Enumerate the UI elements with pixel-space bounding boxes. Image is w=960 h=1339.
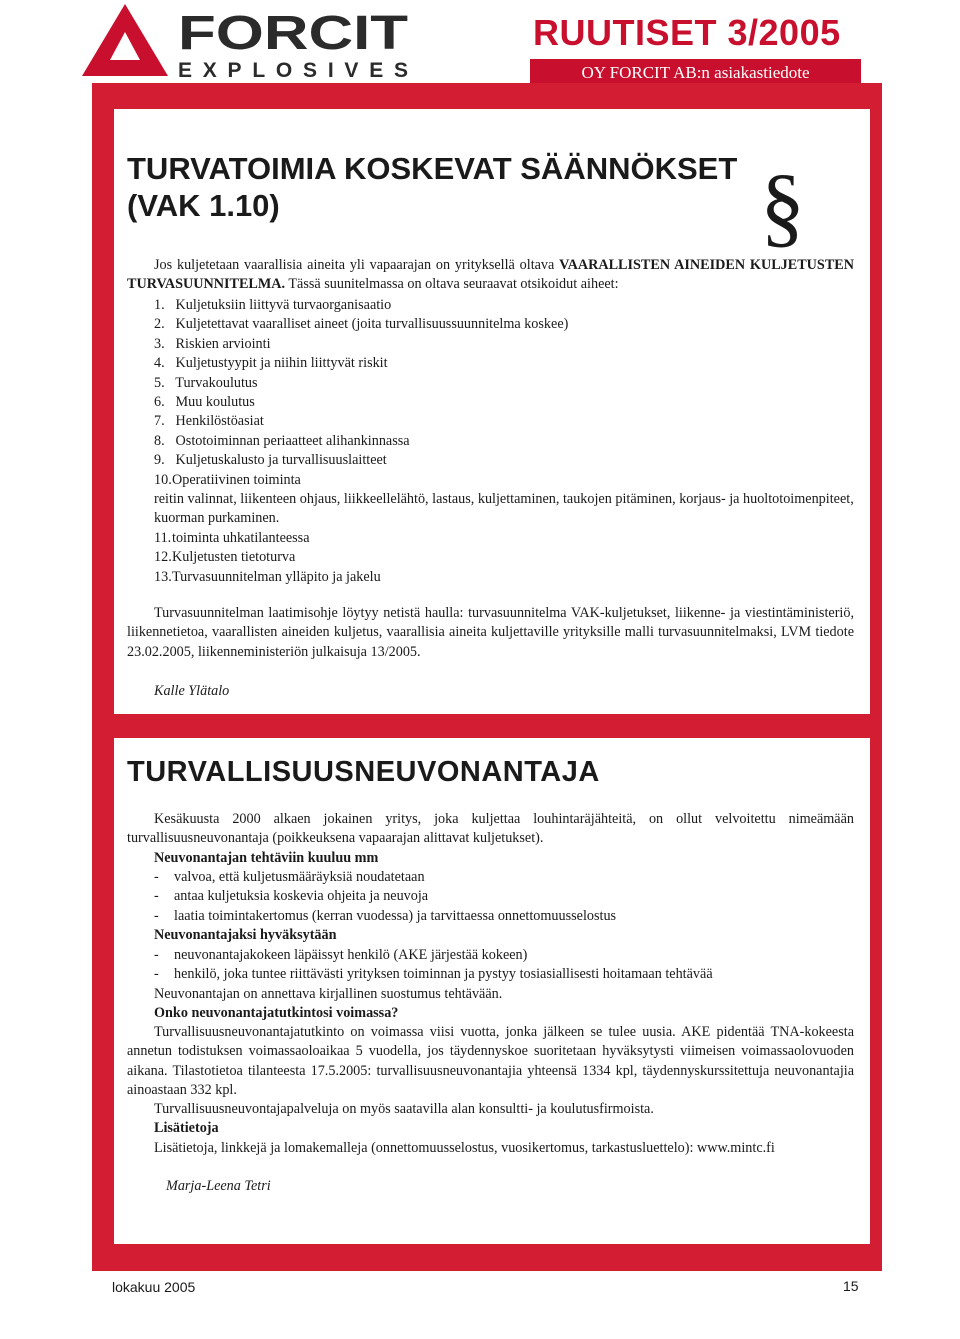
list-item: 1. Kuljetuksiin liittyvä turvaorganisaatio (154, 297, 392, 313)
list-item: 4. Kuljetustyypit ja niihin liittyvät riskit (154, 355, 388, 372)
list-item: 13.Turvasuunnitelman ylläpito ja jakelu (154, 568, 381, 585)
issue-subtitle: OY FORCIT AB:n asiakastiedote (530, 59, 861, 87)
list-item: 9. Kuljetuskalusto ja turvallisuuslaitteet (154, 452, 387, 469)
section1-title (127, 150, 747, 224)
list-item: 7. Henkilöstöasiat (154, 413, 264, 430)
info-paragraph: Lisätietoja, linkkejä ja lomakemalleja (onnettomuusselostus, vuosikertomus, tarkastusluettelo): www.mintc.fi (154, 1140, 775, 1156)
list-item: - antaa kuljetuksia koskevia ohjeita ja neuvoja (154, 888, 429, 905)
section1-title-line2: (VAK 1.10) (127, 188, 280, 223)
section2-title: TURVALLISUUSNEUVONANTAJA (127, 756, 600, 788)
signature-2: Marja-Leena Tetri (166, 1178, 271, 1194)
qualification-note: Neuvonantajan on annettava kirjallinen suostumus tehtävään. (154, 986, 503, 1002)
section1-title-line1: TURVATOIMIA KOSKEVAT SÄÄNNÖKSET (127, 151, 738, 186)
list-item: 10.Operatiivinen toiminta (154, 471, 301, 488)
section2-intro: Kesäkuusta 2000 alkaen jokainen yritys, joka kuljettaa louhintaräjähteitä, on ollut velvoitettu nimeämään turvallisuusneuvonantaja (poikkeuksena vapaarajan alittavat kuljetukset). (127, 811, 854, 847)
footer-date: lokakuu 2005 (112, 1279, 196, 1295)
brand-name: FORCIT (178, 7, 408, 60)
forcit-logo (80, 2, 420, 82)
list-item: - henkilö, joka tuntee riittävästi yrityksen toiminnan ja pystyy tosiasiallisesti hoitamaan tehtävää (154, 966, 713, 983)
page-number: 15 (843, 1278, 859, 1294)
info-heading: Lisätietoja (154, 1120, 219, 1136)
section1-intro (127, 256, 854, 295)
qualifications-list (154, 946, 854, 985)
list-item: 3. Riskien arviointi (154, 335, 271, 352)
intro-text-b: Tässä suunitelmassa on oltava seuraavat otsikoidut aiheet: (285, 276, 619, 293)
list-item: 8. Ostotoiminnan periaatteet alihankinnassa (154, 432, 410, 449)
list-item: - neuvonantajakokeen läpäissyt henkilö (AKE järjestää kokeen) (154, 947, 528, 963)
services-paragraph: Turvallisuusneuvontajapalveluja on myös saatavilla alan konsultti- ja koulutusfirmoista. (154, 1101, 654, 1117)
list-item: - laatia toimintakertomus (kerran vuodessa) ja tarvittaessa onnettomuusselostus (154, 907, 617, 924)
issue-title: RUUTISET 3/2005 (533, 12, 841, 53)
list-item: - valvoa, että kuljetusmääräyksiä noudatetaan (154, 869, 425, 885)
validity-paragraph: Turvallisuusneuvonantajatutkinto on voimassa viisi vuotta, jonka jälkeen se tulee uusia. AKE pidentää TNA-kokeesta annetun todistuksen voimassaoloaikaa 5 vuodella, jos täydennyskoe suoritetaan hyväksytysti viimeisen voimassaolovuoden aikana. Tilastotietoa tilanteesta 17.5.2005: turvallisuusneuvonantajia yhteensä 1334 kpl, täydennyskurssitettuja neuvonantajia ainoastaan 332 kpl. (127, 1024, 854, 1099)
intro-bold: VAARALLISTEN AINEIDEN KULJETUSTEN TURVASUUNNITELMA. (127, 257, 854, 293)
list-item: 5. Turvakoulutus (154, 374, 258, 391)
brand-sub: EXPLOSIVES (178, 59, 408, 82)
duties-heading: Neuvonantajan tehtäviin kuuluu mm (154, 850, 379, 866)
list-item: 11.toiminta uhkatilanteessa (154, 529, 310, 546)
signature-1: Kalle Ylätalo (154, 683, 230, 699)
list-item-detail: reitin valinnat, liikenteen ohjaus, liikkeellelähtö, lastaus, kuljettaminen, taukojen pitäminen, korjaus- ja huoltotoimenpiteet, kuorman purkaminen. (154, 491, 854, 527)
intro-text-a: Jos kuljetetaan vaarallisia aineita yli vapaarajan on yrityksellä oltava (154, 257, 560, 273)
duties-list (154, 868, 854, 926)
section-sign-icon: § (760, 157, 805, 256)
list-item: 12.Kuljetusten tietoturva (154, 549, 296, 566)
list-item: 2. Kuljetettavat vaaralliset aineet (joita turvallisuussuunnitelma koskee) (154, 316, 569, 333)
requirements-list (154, 296, 854, 587)
list-item: 6. Muu koulutus (154, 394, 255, 411)
qualifications-heading: Neuvonantajaksi hyväksytään (154, 927, 337, 943)
validity-heading: Onko neuvonantajatutkintosi voimassa? (154, 1005, 399, 1021)
guide-paragraph: Turvasuunnitelman laatimisohje löytyy netistä haulla: turvasuunnitelma VAK-kuljetukset, liikenne- ja viestintäministeriö, liikennetietoa, vaarallisten aineiden kuljetus, vaarallisia aineita kuljettaville yrityksille malli turvasuunnitelmaksi, LVM tiedote 23.02.2005, liikenneministeriön julkaisuja 13/2005. (127, 605, 854, 660)
